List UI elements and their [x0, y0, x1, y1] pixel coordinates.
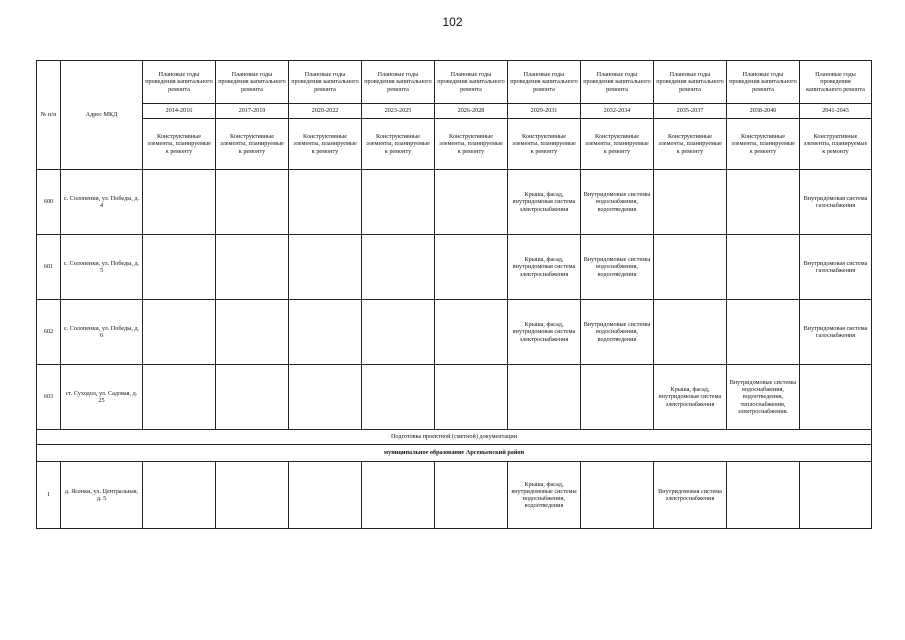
period-cell-2035-2037: Крыша, фасад, внутридомовая система электроснабжения — [654, 365, 727, 430]
header-elements-label: Конструктивные элементы, планируемые к ремонту — [800, 119, 872, 170]
period-cell-2032-2034: Внутридомовые системы водоснабжения, водоотведения — [581, 300, 654, 365]
period-cell-2038-2040: Внутридомовые системы водоснабжения, водоотведения, теплоснабжения, электроснабжения. — [727, 365, 800, 430]
header-plan-label: Плановые годы проведения капитального ремонта — [727, 61, 800, 104]
section-note: Подготовка проектной (сметной) документации — [37, 430, 872, 445]
section-title: муниципальное образование Арсеньевский район — [37, 445, 872, 462]
period-cell-2017-2019 — [216, 365, 289, 430]
row-address: с. Солопенки, ул. Победы, д. 4 — [61, 170, 143, 235]
period-cell-2023-2025 — [362, 365, 435, 430]
period-cell-2029-2031 — [508, 365, 581, 430]
period-cell-2023-2025 — [362, 462, 435, 529]
header-elements-label: Конструктивные элементы, планируемые к ремонту — [654, 119, 727, 170]
period-cell-2038-2040 — [727, 462, 800, 529]
header-period: 2041-2043 — [800, 104, 872, 119]
header-period: 2029-2031 — [508, 104, 581, 119]
period-cell-2014-2016 — [143, 300, 216, 365]
section-title-row — [37, 445, 872, 462]
header-period: 2014-2016 — [143, 104, 216, 119]
period-cell-2038-2040 — [727, 235, 800, 300]
table-body-primary — [37, 170, 872, 430]
period-cell-2017-2019 — [216, 300, 289, 365]
header-period: 2032-2034 — [581, 104, 654, 119]
header-elements-label: Конструктивные элементы, планируемые к ремонту — [289, 119, 362, 170]
header-period: 2035-2037 — [654, 104, 727, 119]
table-row — [37, 462, 872, 529]
period-cell-2020-2022 — [289, 365, 362, 430]
header-period: 2026-2028 — [435, 104, 508, 119]
period-cell-2017-2019 — [216, 235, 289, 300]
section-note-row — [37, 430, 872, 445]
row-number: 601 — [37, 235, 61, 300]
period-cell-2035-2037: Внутридомовая система электроснабжения — [654, 462, 727, 529]
header-plan-label: Плановые годы проведения капитального ремонта — [216, 61, 289, 104]
header-number: № п/п — [37, 61, 61, 170]
header-plan-label: Плановые годы проведения капитального ремонта — [435, 61, 508, 104]
header-row-periods — [37, 104, 872, 119]
period-cell-2032-2034 — [581, 365, 654, 430]
period-cell-2026-2028 — [435, 462, 508, 529]
period-cell-2032-2034: Внутридомовые системы водоснабжения, водоотведения — [581, 235, 654, 300]
table-body-secondary — [37, 462, 872, 529]
page-number: 102 — [442, 15, 463, 29]
period-cell-2026-2028 — [435, 365, 508, 430]
header-elements-label: Конструктивные элементы, планируемые к ремонту — [216, 119, 289, 170]
period-cell-2020-2022 — [289, 300, 362, 365]
period-cell-2026-2028 — [435, 300, 508, 365]
period-cell-2020-2022 — [289, 462, 362, 529]
row-address: ст. Суходол, ул. Садовая, д. 25 — [61, 365, 143, 430]
period-cell-2020-2022 — [289, 170, 362, 235]
header-row-plan — [37, 61, 872, 104]
period-cell-2032-2034 — [581, 462, 654, 529]
row-number: 602 — [37, 300, 61, 365]
header-period: 2038-2040 — [727, 104, 800, 119]
period-cell-2017-2019 — [216, 170, 289, 235]
period-cell-2020-2022 — [289, 235, 362, 300]
period-cell-2023-2025 — [362, 300, 435, 365]
header-address: Адрес МКД — [61, 61, 143, 170]
period-cell-2038-2040 — [727, 170, 800, 235]
period-cell-2041-2043 — [800, 365, 872, 430]
period-cell-2041-2043: Внутридомовая система газоснабжения — [800, 170, 872, 235]
row-number: 603 — [37, 365, 61, 430]
row-address: с. Солопенки, ул. Победы, д. 5 — [61, 235, 143, 300]
header-period: 2017-2019 — [216, 104, 289, 119]
period-cell-2041-2043: Внутридомовая система газоснабжения — [800, 235, 872, 300]
header-plan-label: Плановые годы проведения капитального ремонта — [508, 61, 581, 104]
capital-repair-plan-table — [36, 60, 872, 529]
period-cell-2023-2025 — [362, 235, 435, 300]
period-cell-2038-2040 — [727, 300, 800, 365]
header-plan-label: Плановые годы проведения капитального ремонта — [800, 61, 872, 104]
period-cell-2029-2031: Крыша, фасад, внутридомовая система электроснабжения — [508, 235, 581, 300]
period-cell-2029-2031: Крыша, фасад, внутридомовые системы водоснабжения, водоотведения — [508, 462, 581, 529]
table-section-rows — [37, 430, 872, 462]
period-cell-2014-2016 — [143, 170, 216, 235]
period-cell-2029-2031: Крыша, фасад, внутридомовая система электроснабжения — [508, 170, 581, 235]
header-plan-label: Плановые годы проведения капитального ремонта — [289, 61, 362, 104]
header-period: 2020-2022 — [289, 104, 362, 119]
header-plan-label: Плановые годы проведения капитального ремонта — [362, 61, 435, 104]
row-address: с. Солопенки, ул. Победы, д. 6 — [61, 300, 143, 365]
header-elements-label: Конструктивные элементы, планируемые к ремонту — [362, 119, 435, 170]
period-cell-2035-2037 — [654, 300, 727, 365]
period-cell-2035-2037 — [654, 170, 727, 235]
period-cell-2014-2016 — [143, 462, 216, 529]
period-cell-2023-2025 — [362, 170, 435, 235]
row-address: д. Ясенки, ул. Центральная, д. 5 — [61, 462, 143, 529]
period-cell-2029-2031: Крыша, фасад, внутридомовая система электроснабжения — [508, 300, 581, 365]
header-elements-label: Конструктивные элементы, планируемые к ремонту — [508, 119, 581, 170]
table-row — [37, 300, 872, 365]
period-cell-2041-2043: Внутридомовая система газоснабжения — [800, 300, 872, 365]
table-row — [37, 235, 872, 300]
period-cell-2032-2034: Внутридомовые системы водоснабжения, водоотведения — [581, 170, 654, 235]
table-row — [37, 170, 872, 235]
table-row — [37, 365, 872, 430]
header-plan-label: Плановые годы проведения капитального ремонта — [654, 61, 727, 104]
period-cell-2014-2016 — [143, 365, 216, 430]
row-number: 1 — [37, 462, 61, 529]
period-cell-2026-2028 — [435, 235, 508, 300]
header-plan-label: Плановые годы проведения капитального ремонта — [143, 61, 216, 104]
period-cell-2017-2019 — [216, 462, 289, 529]
period-cell-2026-2028 — [435, 170, 508, 235]
row-number: 600 — [37, 170, 61, 235]
header-period: 2023-2025 — [362, 104, 435, 119]
header-elements-label: Конструктивные элементы, планируемые к ремонту — [727, 119, 800, 170]
header-row-elements — [37, 119, 872, 170]
period-cell-2035-2037 — [654, 235, 727, 300]
period-cell-2014-2016 — [143, 235, 216, 300]
header-elements-label: Конструктивные элементы, планируемые к ремонту — [435, 119, 508, 170]
header-elements-label: Конструктивные элементы, планируемые к ремонту — [581, 119, 654, 170]
header-elements-label: Конструктивные элементы, планируемые к ремонту — [143, 119, 216, 170]
period-cell-2041-2043 — [800, 462, 872, 529]
header-plan-label: Плановые годы проведения капитального ремонта — [581, 61, 654, 104]
